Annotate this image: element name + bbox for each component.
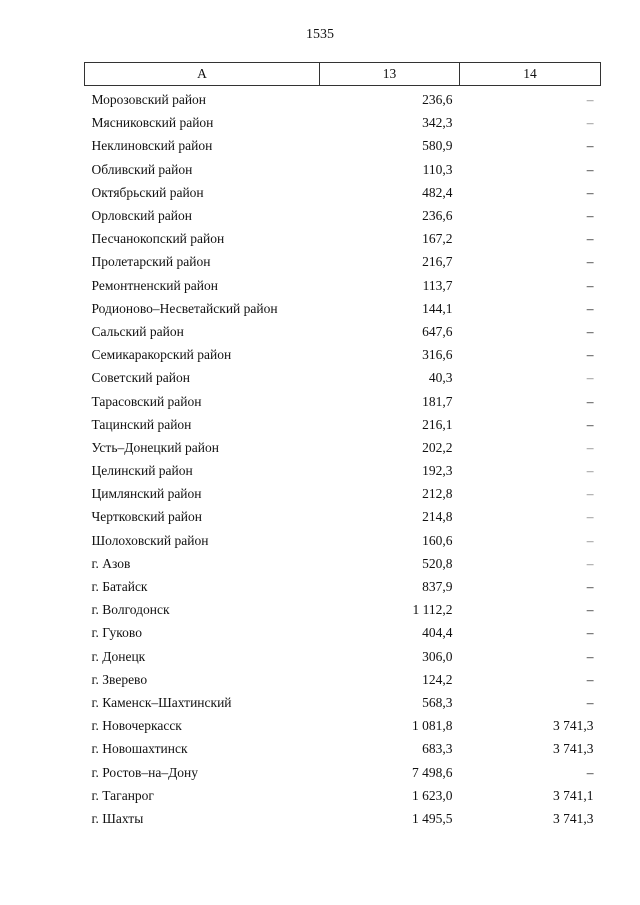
row-value-col-14: – (586, 648, 594, 664)
row-value-col-14: – (586, 92, 594, 108)
row-territory-name: г. Ростов–на–Дону (91, 764, 199, 780)
table-row (85, 807, 601, 830)
row-value-col-14: – (586, 764, 594, 780)
row-value-col-14: – (586, 231, 594, 247)
row-territory-name: г. Волгодонск (91, 602, 170, 618)
table-row (85, 760, 601, 783)
row-value-col-13: 40,3 (428, 370, 453, 386)
row-value-col-14: – (586, 370, 594, 386)
row-value-col-13: 1 081,8 (412, 718, 453, 734)
row-value-col-13: 216,1 (422, 416, 453, 432)
header-column-14: 14 (460, 63, 601, 86)
table-row (85, 482, 601, 505)
row-value-col-14: – (586, 115, 594, 131)
row-value-col-13: 568,3 (422, 694, 453, 710)
row-value-col-13: 342,3 (422, 115, 453, 131)
row-value-col-13: 7 498,6 (412, 764, 453, 780)
row-value-col-13: 110,3 (422, 161, 453, 177)
table-row (85, 436, 601, 459)
row-value-col-13: 316,6 (422, 347, 453, 363)
row-territory-name: Семикаракорский район (91, 347, 232, 363)
row-territory-name: г. Новошахтинск (91, 741, 188, 757)
row-value-col-14: – (586, 463, 594, 479)
row-value-col-14: – (586, 254, 594, 270)
table-row (85, 621, 601, 644)
row-territory-name: г. Гуково (91, 625, 142, 641)
row-territory-name: Неклиновский район (91, 138, 213, 154)
row-value-col-14: – (586, 323, 594, 339)
row-value-col-14: – (586, 138, 594, 154)
row-territory-name: Песчанокопский район (91, 231, 225, 247)
table-body (85, 86, 601, 831)
row-value-col-14: 3 741,3 (553, 810, 594, 826)
table-row (85, 181, 601, 204)
table-row (85, 459, 601, 482)
row-value-col-13: 192,3 (422, 463, 453, 479)
row-value-col-14: – (586, 416, 594, 432)
row-value-col-14: – (586, 184, 594, 200)
row-territory-name: Целинский район (91, 463, 193, 479)
row-territory-name: Ремонтненский район (91, 277, 218, 293)
table-row (85, 227, 601, 250)
row-value-col-14: – (586, 208, 594, 224)
row-territory-name: Тацинский район (91, 416, 192, 432)
row-value-col-14: – (586, 532, 594, 548)
row-territory-name: Усть–Донецкий район (91, 439, 219, 455)
table-row (85, 204, 601, 227)
table-row (85, 598, 601, 621)
table-row (85, 714, 601, 737)
table-row (85, 134, 601, 157)
row-value-col-13: 144,1 (422, 300, 453, 316)
row-territory-name: Чертковский район (91, 509, 202, 525)
row-territory-name: г. Донецк (91, 648, 146, 664)
row-value-col-14: – (586, 671, 594, 687)
row-value-col-13: 683,3 (422, 741, 453, 757)
row-territory-name: Обливский район (91, 161, 193, 177)
row-value-col-13: 214,8 (422, 509, 453, 525)
row-value-col-14: – (586, 439, 594, 455)
table-row (85, 552, 601, 575)
row-value-col-14: – (586, 694, 594, 710)
row-territory-name: Мясниковский район (91, 115, 214, 131)
row-value-col-13: 306,0 (422, 648, 453, 664)
table-row (85, 274, 601, 297)
row-value-col-14: – (586, 555, 594, 571)
row-value-col-13: 216,7 (422, 254, 453, 270)
table-row (85, 645, 601, 668)
table-row (85, 413, 601, 436)
row-territory-name: Морозовский район (91, 92, 207, 108)
row-value-col-13: 236,6 (422, 208, 453, 224)
row-value-col-13: 520,8 (422, 555, 453, 571)
row-value-col-13: 837,9 (422, 579, 453, 595)
row-value-col-14: – (586, 300, 594, 316)
header-column-a: А (85, 63, 320, 86)
row-value-col-13: 124,2 (422, 671, 453, 687)
row-territory-name: г. Зверево (91, 671, 148, 687)
table-row (85, 343, 601, 366)
row-value-col-13: 580,9 (422, 138, 453, 154)
table-row (85, 389, 601, 412)
row-territory-name: г. Каменск–Шахтинский (91, 694, 232, 710)
header-column-13: 13 (320, 63, 460, 86)
row-value-col-13: 647,6 (422, 323, 453, 339)
table-row (85, 250, 601, 273)
table-header-row (85, 63, 601, 86)
row-territory-name: Сальский район (91, 323, 184, 339)
table-row (85, 111, 601, 134)
row-territory-name: Пролетарский район (91, 254, 211, 270)
row-territory-name: г. Таганрог (91, 787, 154, 803)
table-row (85, 86, 601, 112)
row-value-col-14: – (586, 277, 594, 293)
row-value-col-13: 212,8 (422, 486, 453, 502)
row-value-col-14: – (586, 602, 594, 618)
row-territory-name: Цимлянский район (91, 486, 202, 502)
row-territory-name: Родионово–Несветайский район (91, 300, 278, 316)
row-value-col-14: 3 741,3 (553, 741, 594, 757)
row-value-col-13: 202,2 (422, 439, 453, 455)
table-row (85, 668, 601, 691)
row-value-col-13: 482,4 (422, 184, 453, 200)
row-territory-name: Советский район (91, 370, 190, 386)
row-territory-name: Орловский район (91, 208, 192, 224)
data-table (84, 62, 601, 830)
table-row (85, 575, 601, 598)
table-row (85, 529, 601, 552)
row-value-col-14: – (586, 509, 594, 525)
table-row (85, 366, 601, 389)
table-row (85, 505, 601, 528)
row-territory-name: г. Батайск (91, 579, 148, 595)
row-value-col-13: 113,7 (422, 277, 453, 293)
row-value-col-13: 404,4 (422, 625, 453, 641)
row-value-col-14: – (586, 625, 594, 641)
row-value-col-14: – (586, 579, 594, 595)
row-value-col-13: 1 495,5 (412, 810, 453, 826)
row-value-col-14: – (586, 347, 594, 363)
row-territory-name: Тарасовский район (91, 393, 202, 409)
row-territory-name: г. Новочеркасск (91, 718, 182, 734)
row-value-col-13: 160,6 (422, 532, 453, 548)
row-value-col-13: 1 623,0 (412, 787, 453, 803)
table-header (85, 63, 601, 86)
row-value-col-13: 167,2 (422, 231, 453, 247)
row-value-col-13: 1 112,2 (412, 602, 453, 618)
row-value-col-14: 3 741,1 (553, 787, 594, 803)
table-row (85, 737, 601, 760)
row-territory-name: Октябрьский район (91, 184, 204, 200)
table-row (85, 320, 601, 343)
row-territory-name: г. Азов (91, 555, 131, 571)
row-territory-name: Шолоховский район (91, 532, 209, 548)
row-value-col-13: 236,6 (422, 92, 453, 108)
table-row (85, 158, 601, 181)
row-value-col-13: 181,7 (422, 393, 453, 409)
table-row (85, 784, 601, 807)
row-value-col-14: 3 741,3 (553, 718, 594, 734)
row-value-col-14: – (586, 161, 594, 177)
row-value-col-14: – (586, 486, 594, 502)
page-number: 1535 (306, 27, 334, 42)
row-value-col-14: – (586, 393, 594, 409)
table-row (85, 691, 601, 714)
row-territory-name: г. Шахты (91, 810, 144, 826)
table-row (85, 297, 601, 320)
